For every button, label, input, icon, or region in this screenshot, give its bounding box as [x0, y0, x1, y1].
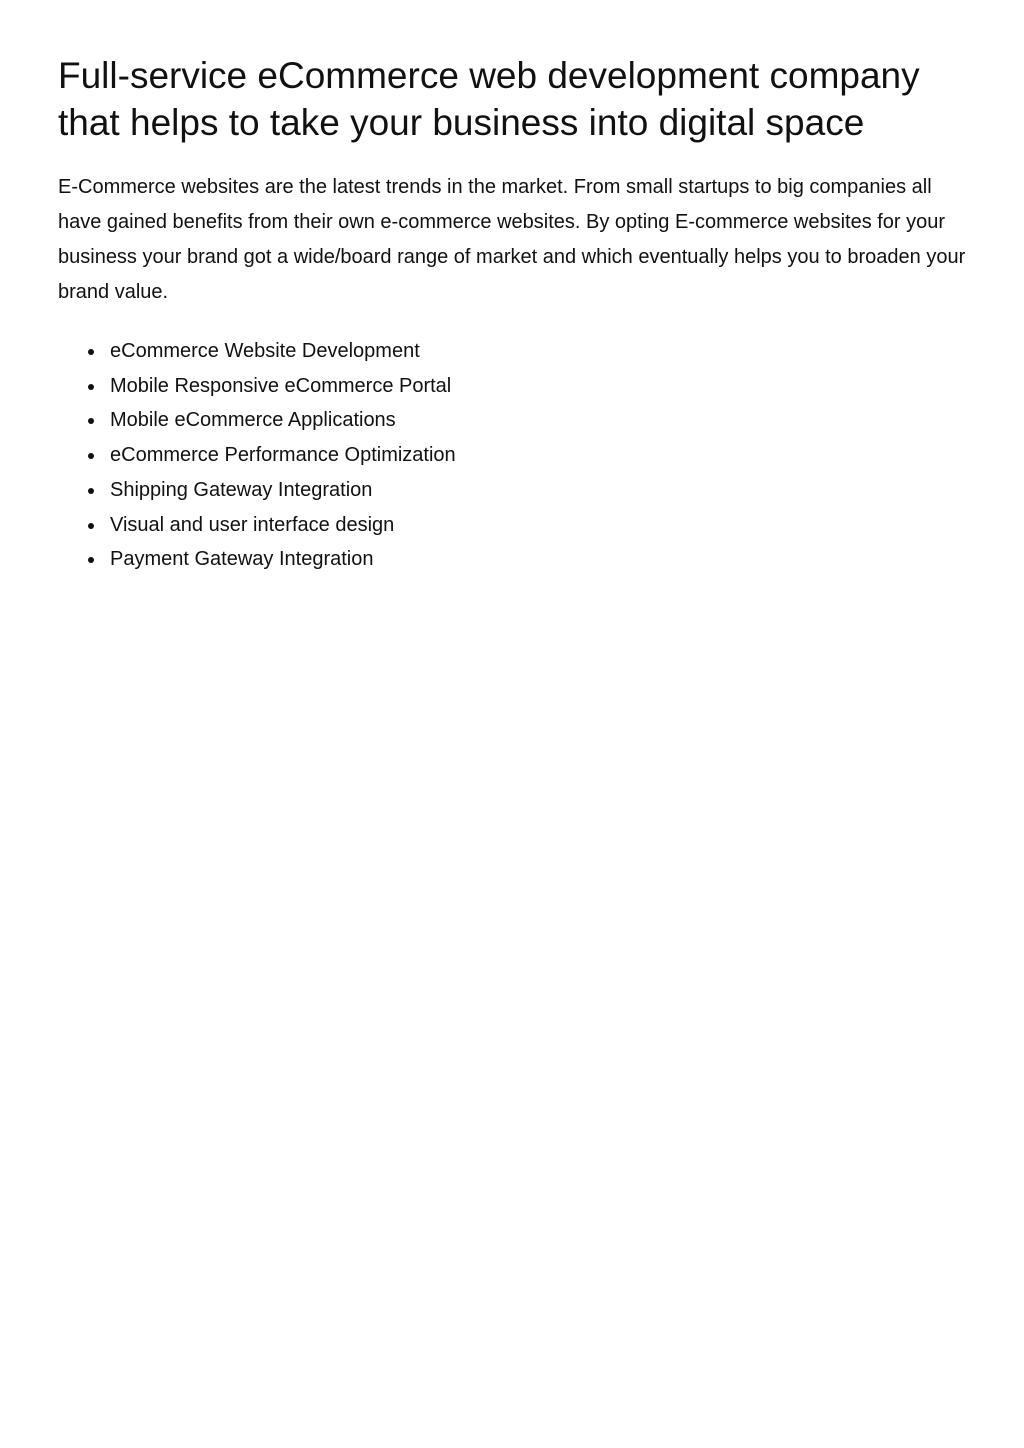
- page-title: Full-service eCommerce web development company that helps to take your business into digital space: [58, 55, 920, 143]
- bullet-icon: [88, 349, 94, 355]
- bullet-icon: [88, 557, 94, 563]
- list-item-label: Mobile Responsive eCommerce Portal: [110, 374, 452, 397]
- list-item-label: Mobile eCommerce Applications: [110, 409, 396, 432]
- bullet-icon: [88, 453, 94, 459]
- features-list: [58, 334, 968, 577]
- list-item-label: Payment Gateway Integration: [110, 548, 374, 571]
- bullet-icon: [88, 523, 94, 529]
- list-item: [58, 508, 968, 543]
- bullet-icon: [88, 418, 94, 424]
- list-item: [58, 334, 968, 369]
- list-item-label: Visual and user interface design: [110, 513, 395, 536]
- bullet-icon: [88, 488, 94, 494]
- document-page: [58, 0, 968, 577]
- list-item: [58, 438, 968, 473]
- list-item-label: Shipping Gateway Integration: [110, 478, 373, 501]
- list-item: [58, 542, 968, 577]
- list-item-label: eCommerce Website Development: [110, 340, 420, 362]
- list-item-label: eCommerce Performance Optimization: [110, 444, 456, 467]
- bullet-icon: [88, 384, 94, 390]
- list-item: [58, 473, 968, 508]
- list-item: [58, 369, 968, 404]
- list-item: [58, 403, 968, 438]
- intro-paragraph: E-Commerce websites are the latest trends in the market. From small startups to big companies all have gained benefits from their own e-commerce websites. By opting E-commerce websites for your business your brand got a wide/board range of market and which eventually helps you to broaden your brand value.: [58, 176, 966, 303]
